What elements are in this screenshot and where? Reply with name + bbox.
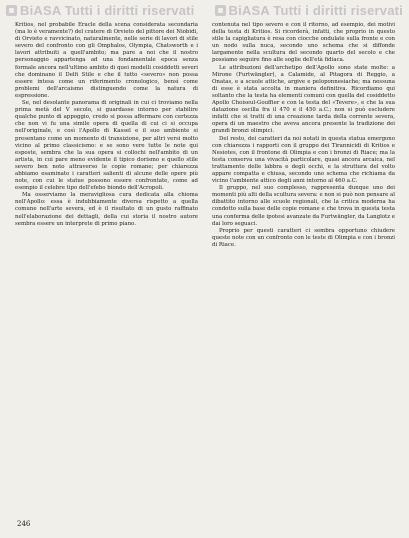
paragraph: Kritios, nel probabile Eracle della scena considerata secondaria (ma lo è veramente?) del cratere di Orvieto del pittore dei Niobidi, di Orvieto e ravvicinato, naturalmente, nelle serie di lavori di stile severo del confronto con gli Omphalos, Olympia, Chatsworth e i lavori attribuiti a quell'ambito; ma pare a noi che il nostro personaggio appartenga ad una fondamentale epoca senza formale ancora nell'ultimo ambito di quei modelli cosiddetti severi che dominano il Delfi Stile e che il tutto «severo» non possa essere intesa come un riferimento cronologico, bensì come problemi dell'arcaismo distinguendo come la natura di espressione. xyxy=(15,22,198,99)
paragraph: Ma osserviamo la meravigliosa cura dedicata alla chioma nell'Apollo: essa è indubbiamente diversa rispetto a quella comune nell'arte severa, ed è il risultato di un gusto raffinato nell'elaborazione dei dettagli, della cui storia il nostro autore sembra essere un interprete di primo piano. xyxy=(15,192,198,227)
watermark-right-text: BiASA Tutti i diritti riservati xyxy=(228,2,403,18)
paragraph: Il gruppo, nel suo complesso, rappresenta dunque uno dei momenti più alti della scultura severa: e non si può non pensare al dibattito intorno alle scuole regionali, che la critica moderna ha condotto sulla base delle copie romane e che trova in questa testa una conferma delle ipotesi avanzate da Furtwängler, da Langlotz e dai loro seguaci. xyxy=(212,185,395,227)
book-page xyxy=(15,22,395,512)
watermark-left-text: BiASA Tutti i diritti riservati xyxy=(20,2,195,18)
paragraph: contenuta nel tipo severo e con il ritorno, ad esempio, dei motivi della testa di Kritios. Si ricorderà, infatti, che proprio in questo stile la capigliatura è resa con ciocche ondulate sulla fronte e con un nodo sulla nuca, secondo uno schema che si diffonde largamente nella scultura del secondo quarto del secolo e che possiamo seguire fino alle soglie dell'età fidiaca. xyxy=(212,22,395,64)
page-number: 246 xyxy=(17,520,31,528)
biasa-logo-icon xyxy=(6,5,17,16)
biasa-logo-icon xyxy=(215,5,226,16)
left-column xyxy=(15,22,198,512)
paragraph: Se, nel desolante panorama di originali in cui ci troviamo nella prima metà del V secolo, si guardasse intorno per stabilire qualche punto di appoggio, credo si possa affermare con certezza che non vi fu una simile opera di quella di cui ci si occupa nell'originale, e così l'Apollo di Kassel e il suo ambiente si presentano come un momento di transizione, per altri versi molto vicino al primo classicismo: e se sono vere tutte le note qui esposte, sembra che la sua opera si collochi nell'ambito di un artista, in cui pare meno evidente il tipico dorismo e quello stile severo ben noto attraverso le copie romane; per chiarezza abbiamo esaminato i caratteri salienti di alcune delle opere più note, con cui le statue possono essere confrontate, come ad esempio il celebre tipo dell'efebo biondo dell'Acropoli. xyxy=(15,100,198,192)
paragraph: Proprio per questi caratteri ci sembra opportuno chiudere queste note con un confronto con le teste di Olimpia e con i bronzi di Riace. xyxy=(212,227,395,248)
paragraph: Le attribuzioni dell'archetipo dell'Apollo sono state molte: a Mirone (Furtwängler), a Calamide, al Pitagora di Reggio, a Onatas, e a scuole attiche, argive e peloponnesiache; ma nessuna di esse è stata accolta in maniera definitiva. Ricordiamo qui soltanto che la testa ha elementi comuni con quella del cosiddetto Apollo Choiseul-Gouffier e con la testa del «Tevere», e che la sua datazione oscilla fra il 470 e il 450 a.C.; non si può escludere infatti che si tratti di una creazione tarda della corrente severa, opera di un maestro che aveva ancora presente la tradizione dei grandi bronzi olimpici. xyxy=(212,64,395,135)
right-column xyxy=(212,22,395,512)
watermark-right xyxy=(215,3,404,18)
watermark-left xyxy=(6,3,195,18)
paragraph: Del resto, dei caratteri da noi notati in questa statua emergono con chiarezza i rapporti con il gruppo dei Tirannicidi di Kritios e Nesiotes, con il frontone di Olimpia e con i bronzi di Riace; ma la testa conserva una vivacità particolare, quasi ancora arcaica, nel trattamento delle labbra e degli occhi, e la struttura del volto appare compatta e chiusa, secondo uno schema che richiama da vicino l'ambiente attico degli anni intorno al 460 a.C. xyxy=(212,135,395,185)
watermark-header xyxy=(0,0,409,20)
